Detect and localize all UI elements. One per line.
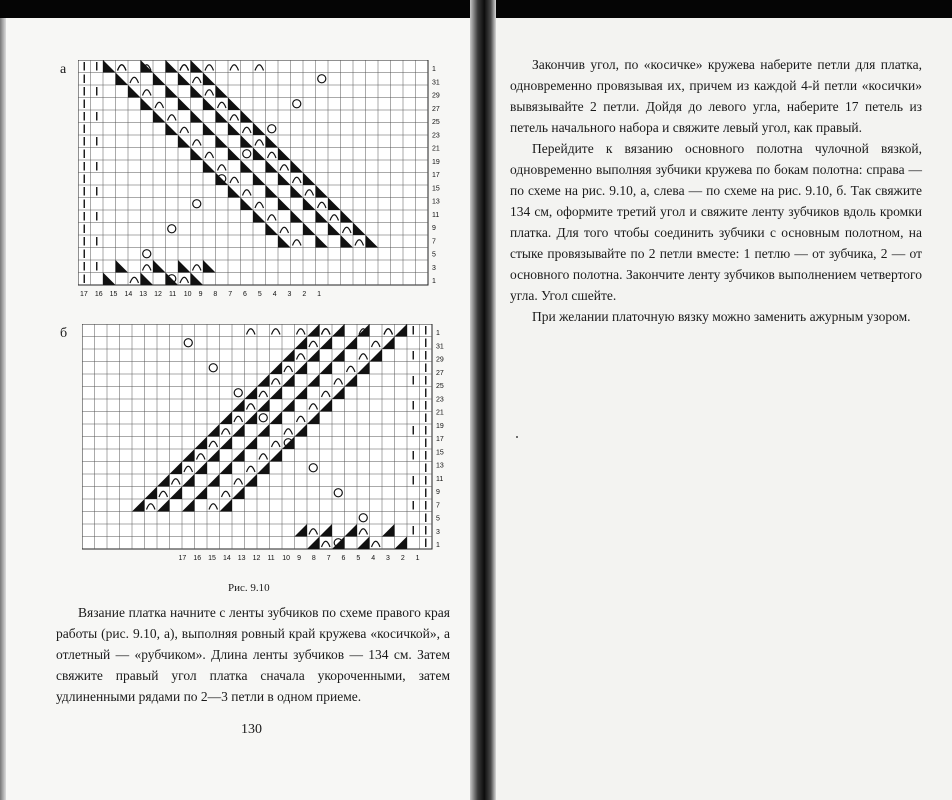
column-number-label: 15 xyxy=(208,555,216,562)
column-number-label: 11 xyxy=(267,555,275,562)
row-number-label: 19 xyxy=(432,158,440,166)
column-number-label: 3 xyxy=(287,291,292,298)
column-number-label: 11 xyxy=(168,291,177,298)
column-number-label: 9 xyxy=(297,555,301,562)
column-number-label: 9 xyxy=(198,291,203,298)
row-number-label: 5 xyxy=(436,515,440,523)
column-number-label: 10 xyxy=(183,291,192,298)
row-number-label: 29 xyxy=(436,356,444,364)
row-number-label: 25 xyxy=(436,383,444,391)
row-number-label: 1 xyxy=(436,542,440,549)
row-number-label: 17 xyxy=(436,436,444,444)
row-number-label: 19 xyxy=(436,422,444,430)
row-number-label: 15 xyxy=(436,449,444,457)
row-number-label: 13 xyxy=(436,462,444,470)
row-number-label: 1 xyxy=(432,66,436,74)
column-number-label: 12 xyxy=(154,291,162,298)
row-number-label: 13 xyxy=(432,198,440,206)
page-edge-shadow xyxy=(0,0,6,800)
row-number-label: 25 xyxy=(432,119,440,127)
left-paragraph-text: Вязание платка начните с ленты зубчиков по схеме правого края работы (рис. 9.10, а), выполняя ровный край кружева «косичкой», а отлетный — «рубчиком». Длина ленты зубчиков — 134 см. Затем свяжите правый угол платка сначала укороченными, затем удлиненными рядами по 2—3 петли в одном приеме. xyxy=(56,605,450,704)
column-number-label: 16 xyxy=(94,291,103,298)
row-number-label: 27 xyxy=(432,105,440,113)
column-number-label: 15 xyxy=(109,291,118,298)
column-number-label: 2 xyxy=(302,291,307,298)
column-number-label: 5 xyxy=(257,291,262,298)
chart-svg xyxy=(78,60,454,301)
row-number-label: 21 xyxy=(432,145,440,153)
right-paragraph-2: Перейдите к вязанию основного полотна чулочной вязкой, одновременно выполняя зубчики кружева по бокам полотна: справа — по схеме на рис. 9.10, а, слева — по схеме на рис. 9.10, б. Так свяжите 134 см, оформите третий угол и свяжите ленту зубчиков вдоль кромки платка. Для того чтобы соединить зубчики с основным полотном, на стыке провязывайте по 2 петли вместе: 1 петлю — от зубчика, 2 — от основного полотна. Закончите ленту зубчиков выполнением четвертого угла. Угол сшейте. xyxy=(510,141,922,303)
row-number-label: 11 xyxy=(432,211,440,219)
print-speck xyxy=(516,436,518,438)
column-number-label: 5 xyxy=(356,555,361,562)
column-number-label: 2 xyxy=(400,555,405,562)
left-paragraph xyxy=(56,602,450,707)
row-number-label: 1 xyxy=(432,278,436,285)
figure-a-letter: а xyxy=(60,62,67,77)
row-number-label: 27 xyxy=(436,369,444,377)
column-number-label: 17 xyxy=(178,555,187,562)
row-number-label: 29 xyxy=(432,92,440,100)
page-number: 130 xyxy=(241,722,262,737)
column-number-label: 1 xyxy=(317,291,322,298)
column-number-label: 13 xyxy=(139,291,148,298)
column-number-label: 16 xyxy=(193,555,202,562)
chart-svg xyxy=(82,324,458,565)
column-number-label: 7 xyxy=(228,291,233,298)
right-paragraph-1: Закончив угол, по «косичке» кружева наберите петли для платка, одновременно провязывая их, причем из каждой 4-й петли «косички» вывязывайте 2 петли. Дойдя до левого угла, наберите 17 петель из петель начального набора и свяжите левый угол, как правый. xyxy=(510,57,922,135)
column-number-label: 17 xyxy=(80,291,88,298)
column-number-label: 3 xyxy=(386,555,390,562)
column-number-label: 4 xyxy=(371,555,376,562)
figure-b-letter: б xyxy=(60,326,68,341)
column-number-label: 6 xyxy=(243,291,247,298)
column-number-label: 8 xyxy=(213,291,218,298)
column-number-label: 8 xyxy=(311,555,316,562)
row-number-label: 7 xyxy=(432,238,436,246)
column-number-label: 1 xyxy=(415,555,420,562)
row-number-label: 21 xyxy=(436,409,444,417)
row-number-label: 9 xyxy=(432,225,436,233)
column-number-label: 7 xyxy=(326,555,331,562)
row-number-label: 7 xyxy=(436,502,440,510)
column-number-label: 6 xyxy=(341,555,346,562)
column-number-label: 12 xyxy=(252,555,261,562)
row-number-label: 23 xyxy=(432,132,440,140)
row-number-label: 15 xyxy=(432,185,440,193)
right-paragraph-3: При желании платочную вязку можно заменить ажурным узором. xyxy=(532,309,911,324)
knitting-chart-b xyxy=(82,324,458,565)
row-number-label: 1 xyxy=(436,330,440,338)
column-number-label: 14 xyxy=(124,291,133,298)
figure-caption: Рис. 9.10 xyxy=(228,582,270,594)
row-number-label: 3 xyxy=(432,264,436,272)
column-number-label: 14 xyxy=(222,555,231,562)
row-number-label: 31 xyxy=(432,79,440,87)
row-number-label: 5 xyxy=(432,251,436,259)
row-number-label: 11 xyxy=(436,475,444,483)
column-number-label: 13 xyxy=(237,555,246,562)
column-number-label: 10 xyxy=(282,555,291,562)
row-number-label: 31 xyxy=(436,343,444,351)
right-page xyxy=(478,0,952,800)
row-number-label: 3 xyxy=(436,528,440,536)
row-number-label: 23 xyxy=(436,396,444,404)
column-number-label: 4 xyxy=(272,291,277,298)
knitting-chart-a xyxy=(78,60,454,301)
right-text xyxy=(510,54,922,327)
row-number-label: 9 xyxy=(436,489,440,497)
row-number-label: 17 xyxy=(432,172,440,180)
book-spine xyxy=(470,0,496,800)
